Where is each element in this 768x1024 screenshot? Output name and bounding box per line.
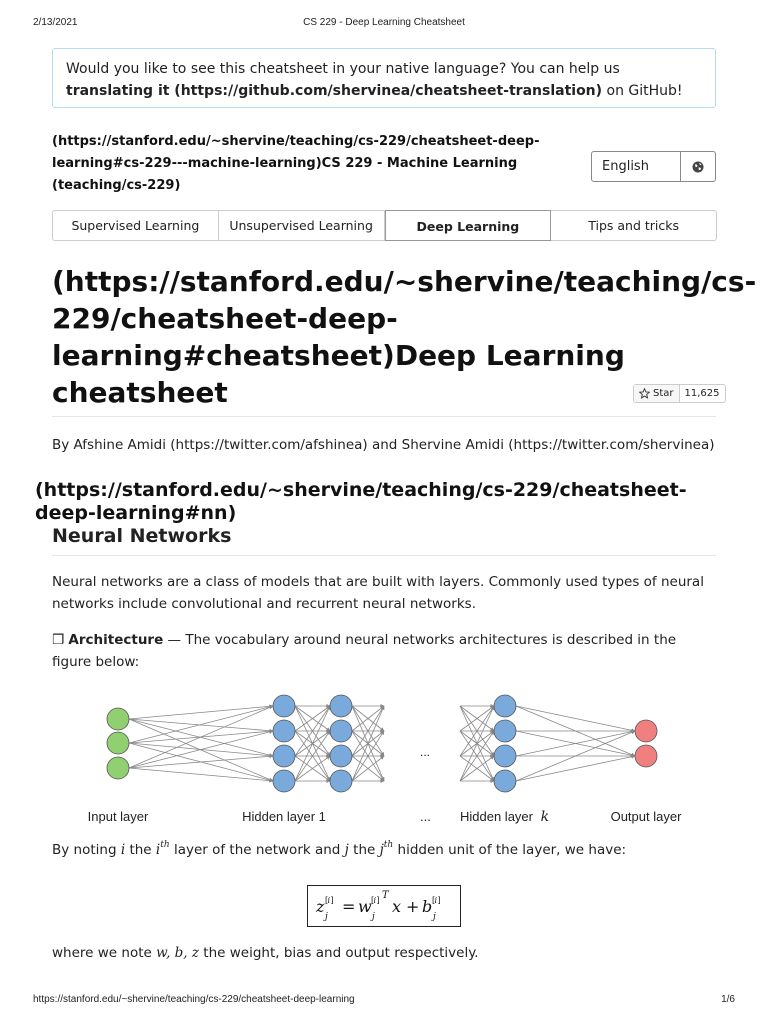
section-heading: Neural Networks	[52, 525, 232, 547]
architecture-paragraph	[52, 629, 716, 673]
bullet-icon: ❒	[52, 632, 65, 648]
title-divider	[52, 416, 716, 417]
connection-edge	[129, 731, 273, 768]
equation-z	[308, 886, 460, 926]
connection-edge	[129, 719, 273, 731]
svg-text:[: [	[432, 896, 436, 905]
svg-text:+: +	[406, 897, 420, 916]
svg-text:b: b	[422, 897, 433, 916]
sup-th-j: th	[383, 840, 394, 850]
svg-text:T: T	[382, 890, 389, 901]
hidden-layer-k-label	[460, 809, 549, 825]
var-ith: i	[155, 842, 161, 858]
notice-text-end: on GitHub!	[602, 83, 683, 99]
star-label: Star	[653, 388, 674, 399]
notice-text: Would you like to see this cheatsheet in your native language? You can help us	[66, 61, 620, 77]
var-j: j	[344, 842, 349, 858]
connection-edge	[516, 706, 635, 731]
input-node	[107, 708, 129, 730]
print-url: https://stanford.edu/~shervine/teaching/cs-229/cheatsheet-deep-learning	[33, 994, 355, 1005]
hidden-layer-1-label: Hidden layer 1	[242, 809, 326, 824]
hidden-node-1a	[273, 720, 295, 742]
byline[interactable]: By Afshine Amidi (https://twitter.com/afshinea) and Shervine Amidi (https://twitter.com/shervinea)	[52, 437, 715, 453]
hidden-node-ka	[494, 720, 516, 742]
svg-text:]: ]	[437, 896, 441, 905]
svg-text:[: [	[371, 896, 375, 905]
noting-text-2: the	[125, 842, 156, 858]
where-vars: w, b, z	[156, 945, 199, 961]
hidden-node-1b	[330, 720, 352, 742]
print-date: 2/13/2021	[33, 17, 78, 28]
star-icon	[639, 388, 650, 399]
var-i: i	[120, 842, 126, 858]
hidden-node-1a	[273, 745, 295, 767]
translation-link[interactable]: translating it (https://github.com/shervinea/cheatsheet-translation)	[66, 83, 603, 99]
svg-text:i: i	[434, 896, 438, 905]
input-node	[107, 732, 129, 754]
svg-text:j: j	[372, 912, 375, 922]
connection-edge	[129, 719, 273, 781]
hidden-node-ka	[494, 695, 516, 717]
print-footer	[0, 994, 768, 1008]
svg-text:[: [	[325, 896, 329, 905]
hidden-node-1b	[330, 745, 352, 767]
hidden-layer-k-text: Hidden layer	[460, 809, 533, 824]
svg-text:z: z	[316, 897, 325, 916]
hidden-node-1a	[273, 695, 295, 717]
connection-edge	[129, 706, 273, 719]
connection-edge	[516, 756, 635, 781]
where-paragraph	[52, 942, 716, 964]
hidden-node-1b	[330, 770, 352, 792]
translation-notice	[52, 48, 716, 108]
section-divider	[52, 555, 716, 556]
breadcrumb-link[interactable]: (https://stanford.edu/~shervine/teaching/cs-229/cheatsheet-deep-learning#cs-229---machine-learning)CS 229 - Machine Learning (teaching/cs-229)	[52, 134, 540, 193]
print-page-number: 1/6	[721, 994, 735, 1005]
star-count[interactable]: 11,625	[684, 388, 720, 399]
svg-text:j: j	[433, 912, 436, 922]
noting-text-4: the	[348, 842, 380, 858]
hidden-layer-k-var: k	[540, 809, 550, 825]
output-layer-label: Output layer	[610, 809, 682, 824]
noting-text-1: By noting	[52, 842, 121, 858]
github-star-button[interactable]	[633, 384, 726, 403]
connection-edge	[129, 768, 273, 781]
hidden-node-ka	[494, 770, 516, 792]
connection-edge	[129, 706, 273, 768]
input-node	[107, 757, 129, 779]
tab-tips-and-tricks[interactable]: Tips and tricks	[588, 218, 680, 233]
svg-text:]: ]	[376, 896, 380, 905]
svg-text:=: =	[342, 897, 356, 916]
noting-paragraph	[52, 834, 716, 861]
noting-text-3: layer of the network and	[169, 842, 345, 858]
page-title[interactable]: (https://stanford.edu/~shervine/teaching/cs-229/cheatsheet-deep-learning#cheatsheet)Deep Learning cheatsheet	[52, 265, 757, 409]
hidden-node-1a	[273, 770, 295, 792]
ellipsis-mid: ...	[420, 745, 431, 759]
star-button[interactable]	[634, 385, 680, 402]
neural-network-diagram	[52, 690, 716, 830]
svg-text:j: j	[325, 912, 328, 922]
intro-paragraph: Neural networks are a class of models that are built with layers. Commonly used types of neural networks include convolutional and recurrent neural networks.	[52, 574, 704, 612]
hidden-node-ka	[494, 745, 516, 767]
input-layer-label: Input layer	[87, 809, 149, 824]
tab-supervised-learning[interactable]: Supervised Learning	[53, 211, 219, 240]
language-selected[interactable]: English	[592, 152, 681, 181]
svg-text:w: w	[358, 897, 372, 916]
equation-box	[307, 885, 461, 927]
section-anchor-link[interactable]: (https://stanford.edu/~shervine/teaching/cs-229/cheatsheet-deep-learning#nn)	[35, 479, 687, 524]
globe-icon[interactable]	[681, 152, 715, 181]
output-node	[635, 720, 657, 742]
tab-deep-learning[interactable]: Deep Learning	[385, 210, 552, 241]
print-header	[0, 17, 768, 31]
svg-text:]: ]	[330, 896, 334, 905]
svg-text:i: i	[373, 896, 377, 905]
sup-th-i: th	[160, 840, 170, 850]
hidden-node-1b	[330, 695, 352, 717]
architecture-text: — The vocabulary around neural networks architectures is described in the figure below:	[52, 632, 677, 670]
ellipsis-label: ...	[420, 809, 431, 824]
connection-edge	[129, 756, 273, 768]
architecture-term: Architecture	[68, 632, 164, 648]
tab-unsupervised-learning[interactable]: Unsupervised Learning	[219, 211, 385, 240]
where-text-2: the weight, bias and output respectively.	[198, 945, 479, 961]
svg-text:x: x	[392, 897, 402, 916]
var-jth: j	[379, 842, 384, 858]
noting-text-5: hidden unit of the layer, we have:	[393, 842, 627, 858]
topic-tabs	[52, 210, 717, 241]
print-title: CS 229 - Deep Learning Cheatsheet	[303, 17, 465, 28]
language-selector[interactable]	[591, 151, 716, 182]
output-node	[635, 745, 657, 767]
svg-text:i: i	[327, 896, 331, 905]
where-text-1: where we note	[52, 945, 157, 961]
